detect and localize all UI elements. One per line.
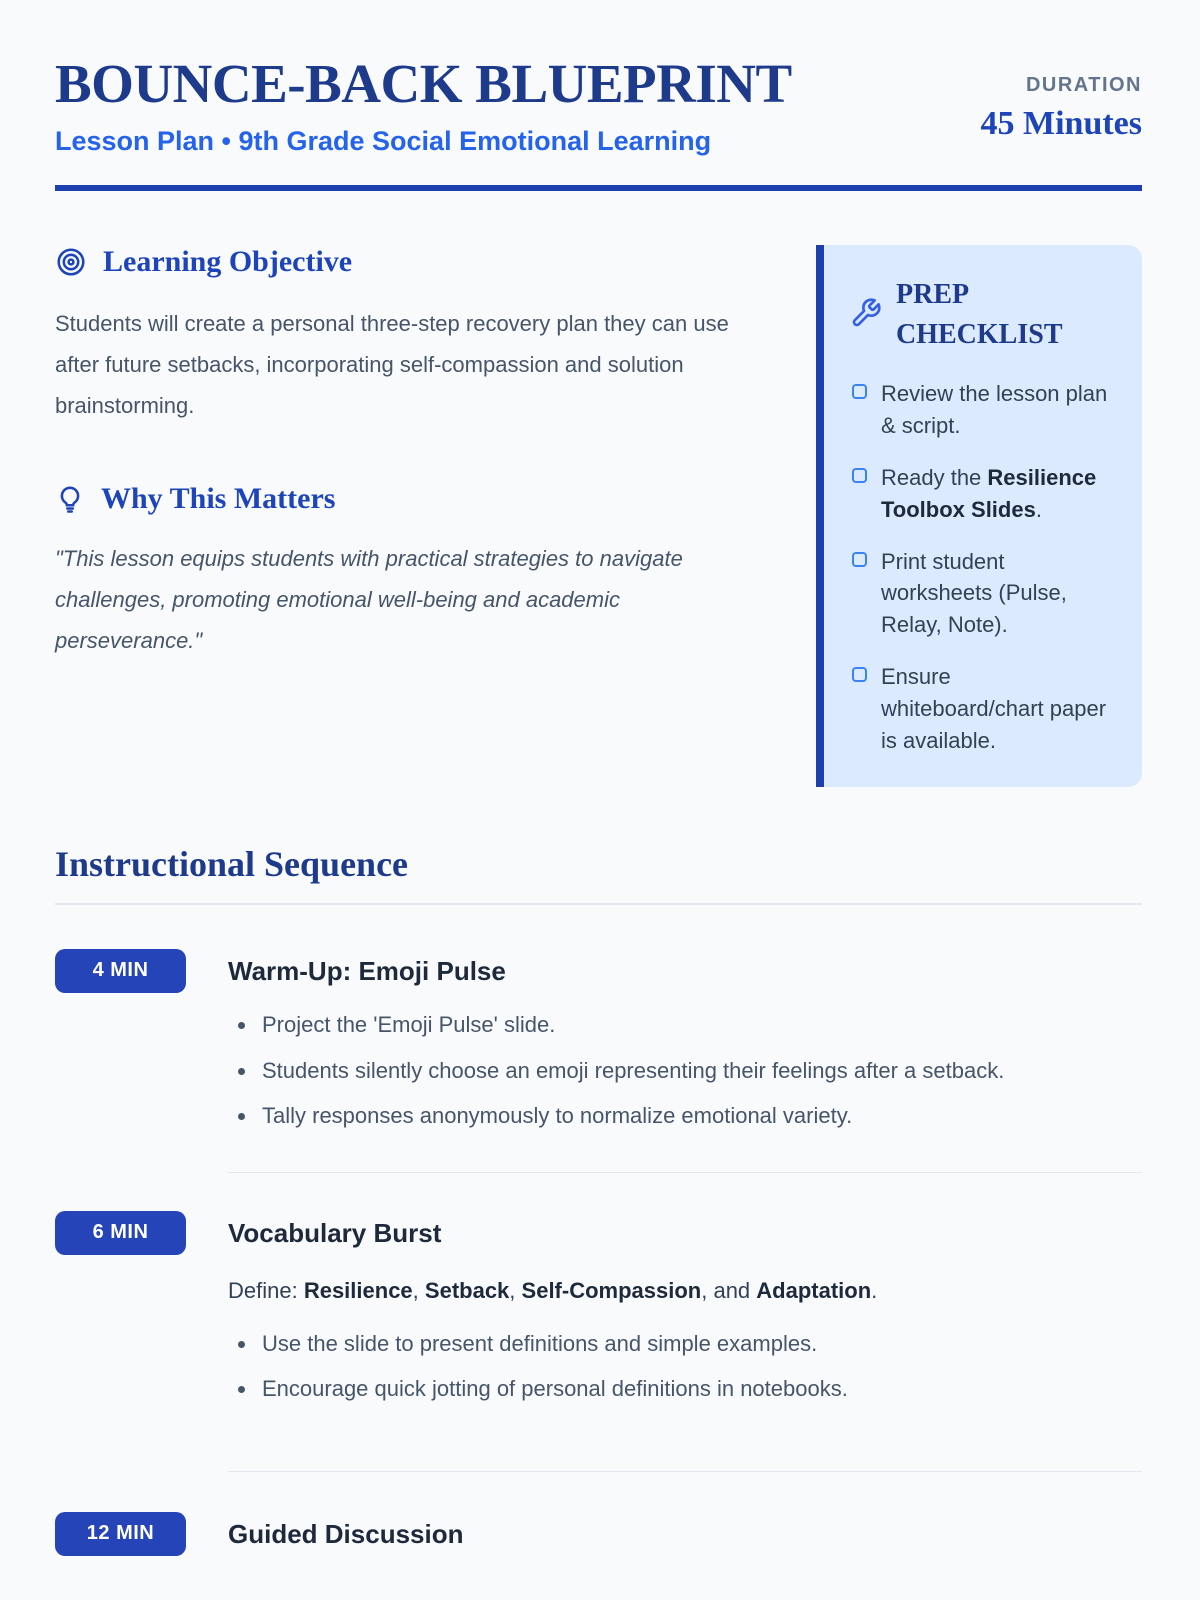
prep-heading-row xyxy=(850,275,1116,356)
define-line: Define: Resilience, Setback, Self-Compassion, and Adaptation. xyxy=(228,1277,878,1303)
sequence-heading: Instructional Sequence xyxy=(55,843,409,884)
step-divider xyxy=(228,1471,1142,1472)
instructional-sequence xyxy=(55,843,1142,1556)
checkbox-icon[interactable] xyxy=(852,468,867,483)
bullet-item: • Use the slide to present definitions and simple examples. xyxy=(258,1324,1142,1365)
why-section xyxy=(55,482,770,661)
step-duration-badge: 12 MIN xyxy=(55,1512,186,1556)
step-title: Vocabulary Burst xyxy=(228,1217,442,1248)
header-rule xyxy=(55,185,1142,191)
step-body xyxy=(228,1211,1142,1415)
step-bullets xyxy=(228,1324,1142,1410)
checkbox-icon[interactable] xyxy=(852,552,867,567)
content-row xyxy=(55,245,1142,787)
prep-checklist-card xyxy=(816,245,1142,787)
timeline-step-vocabulary xyxy=(55,1211,1142,1415)
objective-heading-row xyxy=(55,245,770,279)
step-title: Guided Discussion xyxy=(228,1518,464,1549)
prep-list xyxy=(850,378,1116,757)
why-heading: Why This Matters xyxy=(101,482,336,516)
why-quote: "This lesson equips students with practical strategies to navigate challenges, promoting emotional well-being and academic perseverance." xyxy=(55,546,683,654)
prep-item xyxy=(850,661,1116,757)
step-duration-badge: 4 MIN xyxy=(55,949,186,993)
step-body xyxy=(228,1512,1142,1556)
timeline-step-guided-discussion xyxy=(55,1512,1142,1556)
lightbulb-icon xyxy=(55,483,85,515)
checkbox-icon[interactable] xyxy=(852,384,867,399)
prep-item-text: Print student worksheets (Pulse, Relay, Note). xyxy=(881,548,1067,638)
timeline-step-warm-up xyxy=(55,949,1142,1142)
wrench-icon xyxy=(850,297,882,334)
prep-item-text: Ready the Resilience Toolbox Slides. xyxy=(881,464,1097,522)
duration-block xyxy=(981,56,1143,143)
duration-label: DURATION xyxy=(1025,74,1142,96)
objective-section xyxy=(55,245,770,426)
step-body xyxy=(228,949,1142,1142)
prep-item-text: Review the lesson plan & script. xyxy=(881,380,1108,438)
step-duration-badge: 6 MIN xyxy=(55,1211,186,1255)
prep-heading: PREP CHECKLIST xyxy=(896,278,1063,351)
bullet-item: • Tally responses anonymously to normalize emotional variety. xyxy=(258,1096,1142,1137)
step-title: Warm-Up: Emoji Pulse xyxy=(228,955,506,986)
objective-body: Students will create a personal three-step recovery plan they can use after future setbacks, incorporating self-compassion and solution brainstorming. xyxy=(55,310,729,418)
main-column xyxy=(55,245,770,787)
bullet-item: • Students silently choose an emoji representing their feelings after a setback. xyxy=(258,1051,1142,1092)
objective-heading: Learning Objective xyxy=(103,244,353,278)
header xyxy=(55,53,1142,159)
step-divider xyxy=(228,1172,1142,1173)
page-subtitle: Lesson Plan • 9th Grade Social Emotional Learning xyxy=(55,126,712,156)
prep-item-text: Ensure whiteboard/chart paper is available. xyxy=(881,664,1107,753)
sequence-rule xyxy=(55,903,1142,905)
prep-item xyxy=(850,378,1116,442)
bullet-item: • Encourage quick jotting of personal definitions in notebooks. xyxy=(258,1369,1142,1410)
duration-value: 45 Minutes xyxy=(980,105,1142,142)
target-icon xyxy=(55,246,87,278)
why-heading-row xyxy=(55,482,770,516)
prep-item xyxy=(850,462,1116,526)
prep-item xyxy=(850,546,1116,642)
checkbox-icon[interactable] xyxy=(852,667,867,682)
page-title: BOUNCE-BACK BLUEPRINT xyxy=(55,53,792,114)
step-bullets xyxy=(228,1005,1142,1137)
bullet-item: • Project the 'Emoji Pulse' slide. xyxy=(258,1005,1142,1046)
header-left xyxy=(55,53,792,159)
